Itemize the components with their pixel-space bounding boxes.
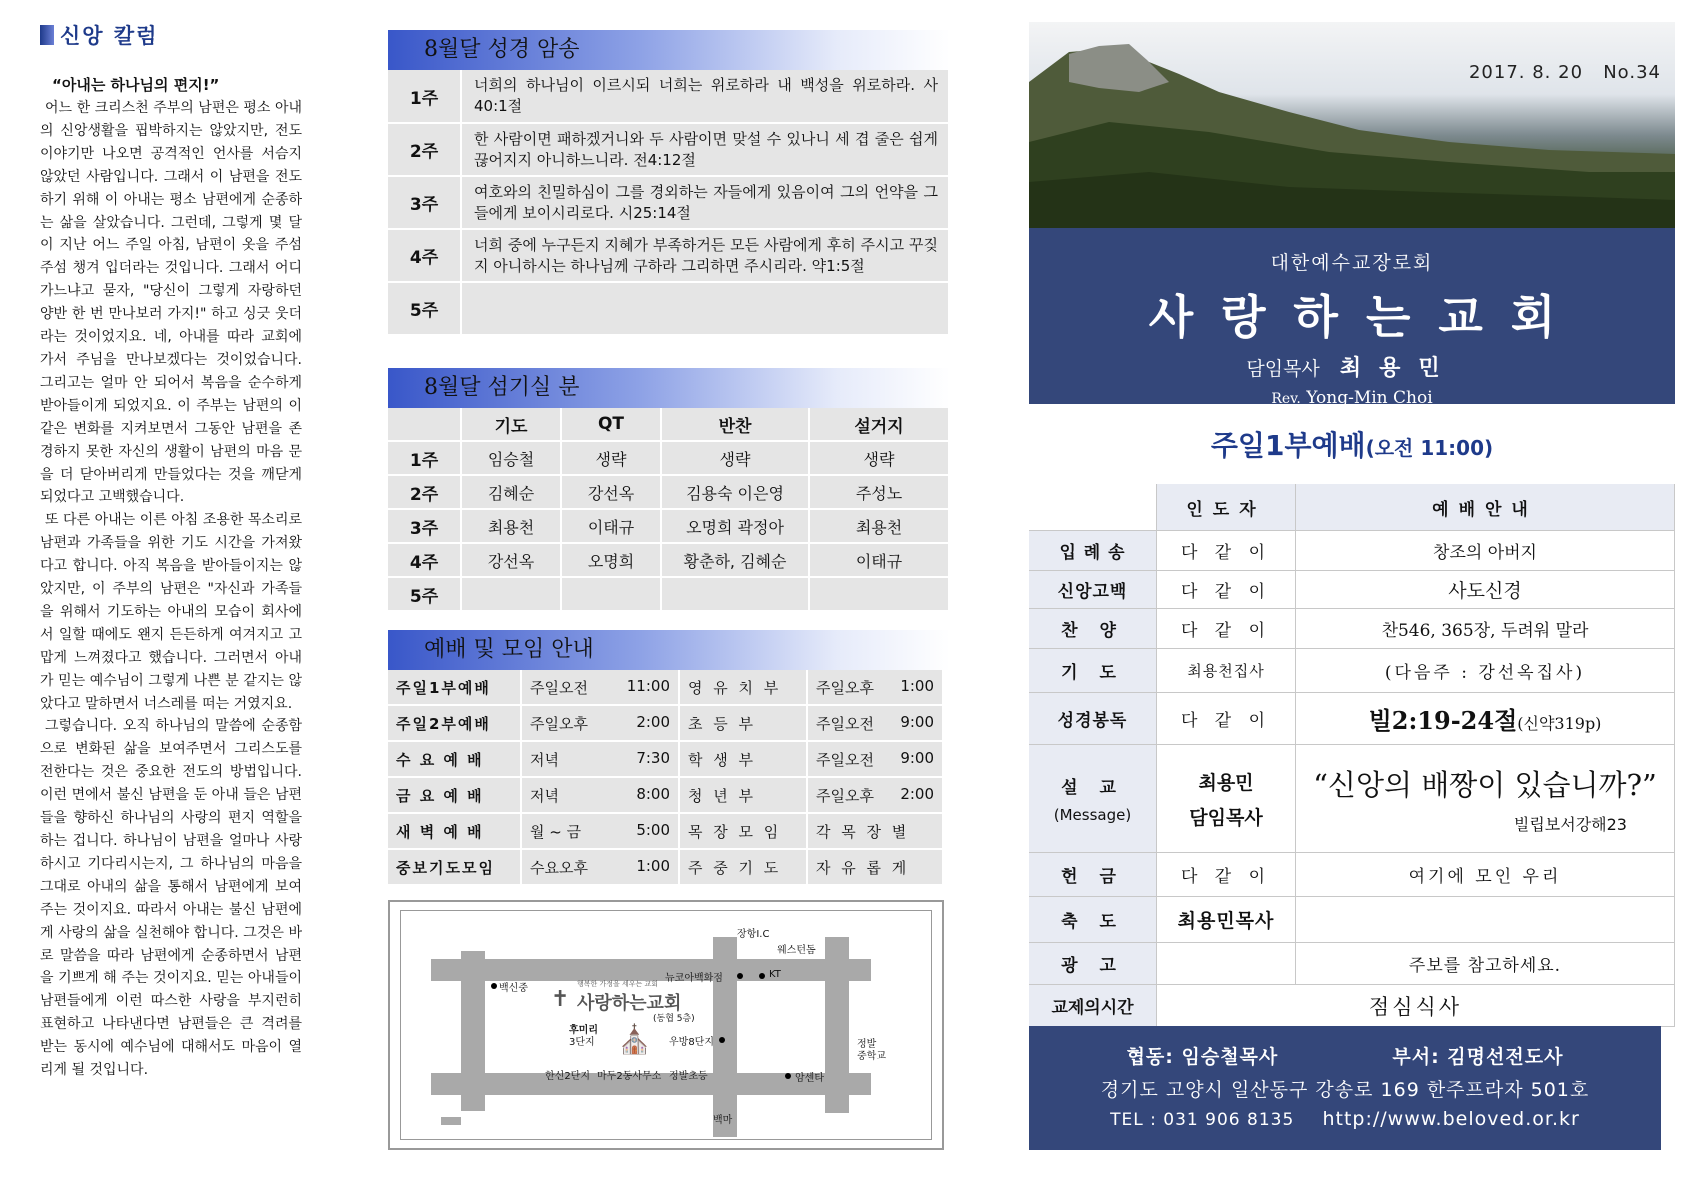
table-row <box>388 441 949 475</box>
table-header-row <box>388 408 949 441</box>
mountain-photo <box>1029 22 1675 228</box>
service-title <box>1029 424 1675 464</box>
dept-when: 각 목 장 별 <box>807 813 943 849</box>
week-cell: 2주 <box>388 123 461 176</box>
table-row <box>388 849 943 885</box>
dept-when: 자 유 롭 게 <box>807 849 943 885</box>
sermon-label-en: (Message) <box>1053 806 1132 824</box>
order-info: 창조의 아버지 <box>1296 531 1675 571</box>
map-marker-icon <box>759 973 765 979</box>
dept-when: 주일오후 <box>816 678 874 697</box>
week-cell: 3주 <box>388 509 461 543</box>
service-when: 주일오후 <box>530 714 588 733</box>
service-name: 수 요 예 배 <box>388 741 521 777</box>
bulletin-date: 2017. 8. 20 <box>1468 62 1584 83</box>
scripture-page: (신약319p) <box>1517 714 1602 733</box>
dept-time: 1:00 <box>900 676 934 695</box>
order-leader: 다 같 이 <box>1157 609 1296 649</box>
service-name: 주일1부예배 <box>388 670 521 705</box>
memory-section-header: 8월달 성경 암송 <box>388 30 950 70</box>
dept-name: 주 중 기 도 <box>679 849 807 885</box>
department-minister: 부서: 김명선전도사 <box>1392 1046 1564 1068</box>
preacher-name: 최용민 <box>1198 771 1254 794</box>
order-info: 주보를 참고하세요. <box>1296 943 1675 985</box>
order-info <box>1296 693 1675 745</box>
side-dish-cell: 오명희 곽정아 <box>661 509 809 543</box>
order-info: 찬546, 365장, 두려워 말라 <box>1296 609 1675 649</box>
column-title <box>40 20 302 50</box>
order-label: 성경봉독 <box>1029 693 1157 745</box>
week-cell: 5주 <box>388 282 461 335</box>
week-cell: 2주 <box>388 475 461 509</box>
order-label: 헌 금 <box>1029 853 1157 897</box>
map-label: 뉴코아백화점 <box>665 973 723 984</box>
order-leader <box>1157 943 1296 985</box>
map-label: 행복한 가정을 세우는 교회 <box>577 980 659 988</box>
worship-info-table <box>388 670 944 886</box>
service-time: 5:00 <box>636 820 670 839</box>
map-road <box>825 937 849 1113</box>
prayer-cell <box>461 577 561 611</box>
qt-cell <box>561 577 661 611</box>
order-label: 축 도 <box>1029 897 1157 943</box>
issue-number: No.34 <box>1603 62 1661 83</box>
dept-name: 청 년 부 <box>679 777 807 813</box>
table-row <box>1029 571 1675 609</box>
duty-table <box>388 408 950 612</box>
memory-table <box>388 70 950 336</box>
table-row <box>388 577 949 611</box>
map-road <box>461 951 485 1111</box>
service-time: 11:00 <box>626 676 670 695</box>
table-row <box>388 70 949 123</box>
table-row <box>388 229 949 282</box>
service-when: 저녁 <box>530 750 559 769</box>
table-row <box>388 741 943 777</box>
dept-when: 주일오전 <box>816 750 874 769</box>
table-header-row <box>1029 484 1675 531</box>
map-label: KT <box>769 969 781 980</box>
header-cell: 기도 <box>461 408 561 441</box>
dept-time: 9:00 <box>900 712 934 731</box>
service-when: 월 ~ 금 <box>530 822 582 841</box>
map-road <box>431 959 871 981</box>
side-dish-cell: 김용숙 이은영 <box>661 475 809 509</box>
footer-band <box>1029 1026 1661 1150</box>
staff-line <box>1029 1042 1661 1069</box>
verse-cell <box>461 282 949 335</box>
sermon-series: 빌립보서강해23 <box>1513 814 1627 834</box>
column-headline: “아내는 하나님의 편지!” <box>52 76 220 94</box>
table-row <box>388 123 949 176</box>
qt-cell: 이태규 <box>561 509 661 543</box>
title-marker <box>40 25 54 45</box>
verse-cell: 한 사람이면 패하겠거니와 두 사람이면 맞설 수 있나니 세 겹 줄은 쉽게 끊어지지 아니하느니라. 전4:12절 <box>461 123 949 176</box>
dishwashing-cell: 생략 <box>809 441 949 475</box>
week-cell: 3주 <box>388 176 461 229</box>
order-label: 기 도 <box>1029 649 1157 693</box>
dept-name: 목 장 모 임 <box>679 813 807 849</box>
scripture-ref: 빌2:19-24절 <box>1368 706 1518 735</box>
table-row <box>1029 693 1675 745</box>
map-label: 한신2단지 <box>545 1071 591 1082</box>
title-band <box>1029 228 1675 408</box>
sermon-title: “신앙의 배짱이 있습니까?” <box>1313 767 1657 802</box>
order-info: (다음주 : 강선옥집사) <box>1296 649 1675 693</box>
sermon-label-cell <box>1029 745 1157 853</box>
dept-name: 초 등 부 <box>679 705 807 741</box>
side-dish-cell: 생략 <box>661 441 809 475</box>
denomination: 대한예수교장로회 <box>1270 252 1434 274</box>
map-frame <box>400 910 932 1140</box>
service-when: 주일오전 <box>530 678 588 697</box>
column-paragraph-1: 어느 한 크리스천 주부의 남편은 평소 아내의 신앙생활을 핍박하지는 않았지만, 전도 이야기만 나오면 공격적인 언사를 서슴지 않았던 사람입니다. 그래서 이 남편을 전도하기 위해 이 아내는 평소 남편에게 순종하는 삶을 살았습니다. 그런데, 그렇게 몇 달이 지난 어느 주일 아침, 남편이 옷을 주섬주섬 챙겨 입더라는 것입니다. 그래서 어디 가느냐고 묻자, "당신이 그렇게 자랑하던 양반 한 번 만나보러 가지!" 하고 싱긋 웃더라는 것이었지요. 네, 아내를 따라 교회에 가서 주님을 만나보겠다는 것이었습니다. 그리고는 얼마 안 되어서 복음을 순수하게 받아들이게 되었지요. 이 주부는 남편의 이 같은 변화를 지켜보면서 그동안 남편을 존경하지 못한 자신의 생활이 남편의 마음 문을 더 닫아버리게 만들었다는 것을 깨닫게 되었다고 고백했습니다. <box>40 100 302 506</box>
order-leader: 다 같 이 <box>1157 571 1296 609</box>
contact-line <box>1029 1108 1661 1130</box>
preacher-title: 담임목사 <box>1189 806 1263 829</box>
table-row <box>388 176 949 229</box>
map-marker-icon <box>719 1037 725 1043</box>
sermon-title-cell <box>1296 745 1675 853</box>
side-dish-cell <box>661 577 809 611</box>
prayer-cell: 최용천 <box>461 509 561 543</box>
order-label: 신앙고백 <box>1029 571 1157 609</box>
service-time: 7:30 <box>636 748 670 767</box>
map-marker-icon <box>785 1073 791 1079</box>
pastor-name: 최용민 <box>1339 356 1458 381</box>
order-leader: 최용민목사 <box>1157 897 1296 943</box>
dishwashing-cell: 주성노 <box>809 475 949 509</box>
worship-info-header: 예배 및 모임 안내 <box>388 630 950 670</box>
table-row <box>1029 531 1675 571</box>
table-row <box>388 282 949 335</box>
header-cell: 반찬 <box>661 408 809 441</box>
map-label: 마두2동사무소 <box>597 1071 662 1082</box>
prayer-cell: 임승철 <box>461 441 561 475</box>
table-row <box>1029 609 1675 649</box>
sermon-preacher-cell <box>1157 745 1296 853</box>
order-label: 광 고 <box>1029 943 1157 985</box>
table-row <box>1029 943 1675 985</box>
map-label: 백마 <box>713 1115 733 1126</box>
pastor-label: 담임목사 <box>1246 358 1320 380</box>
map-label: 백신중 <box>499 983 528 994</box>
order-label: 찬 양 <box>1029 609 1157 649</box>
order-leader: 최용천집사 <box>1157 649 1296 693</box>
empty-cell <box>1029 484 1157 531</box>
table-row <box>1029 649 1675 693</box>
service-time: (오전 11:00) <box>1365 436 1494 460</box>
table-row <box>388 475 949 509</box>
table-row <box>1029 853 1675 897</box>
dept-time: 2:00 <box>900 784 934 803</box>
order-leader: 다 같 이 <box>1157 853 1296 897</box>
week-cell: 4주 <box>388 543 461 577</box>
order-info: 사도신경 <box>1296 571 1675 609</box>
service-name: 중보기도모임 <box>388 849 521 885</box>
map-label: 후미리 <box>569 1025 598 1036</box>
order-info: 여기에 모인 우리 <box>1296 853 1675 897</box>
table-row <box>1029 745 1675 853</box>
rev-prefix: Rev. <box>1271 391 1301 407</box>
duty-section-header: 8월달 섬기실 분 <box>388 368 950 408</box>
prayer-cell: 강선옥 <box>461 543 561 577</box>
table-row <box>1029 897 1675 943</box>
service-name: 주일2부예배 <box>388 705 521 741</box>
order-of-worship-table <box>1029 484 1675 1027</box>
date-line <box>1469 62 1661 83</box>
map-church-label: 사랑하는교회 <box>577 993 682 1014</box>
map-road <box>713 937 737 1137</box>
church-name: 사랑하는교회 <box>1148 290 1584 344</box>
website-link[interactable]: http://www.beloved.or.kr <box>1322 1108 1580 1130</box>
map-label: 정발 <box>857 1039 877 1050</box>
service-when: 저녁 <box>530 786 559 805</box>
map-label: (동협 5층) <box>653 1014 695 1024</box>
service-when: 수요오후 <box>530 858 588 877</box>
week-cell: 1주 <box>388 441 461 475</box>
order-leader: 다 같 이 <box>1157 531 1296 571</box>
order-info <box>1296 897 1675 943</box>
dishwashing-cell: 최용천 <box>809 509 949 543</box>
map-label: 정발초등 <box>669 1071 708 1082</box>
header-cell: 설거지 <box>809 408 949 441</box>
service-name: 새 벽 예 배 <box>388 813 521 849</box>
faith-column <box>40 20 302 1082</box>
order-leader: 다 같 이 <box>1157 693 1296 745</box>
mountain-image <box>1029 22 1675 228</box>
location-map <box>388 900 944 1150</box>
rev-line <box>1029 388 1675 408</box>
table-row <box>388 509 949 543</box>
table-row <box>388 543 949 577</box>
prayer-cell: 김혜순 <box>461 475 561 509</box>
map-label: 장항I.C <box>737 929 770 940</box>
qt-cell: 오명희 <box>561 543 661 577</box>
dept-name: 영 유 치 부 <box>679 670 807 705</box>
assistant-pastor: 협동: 임승철목사 <box>1126 1046 1279 1068</box>
service-title-text: 주일1부예배 <box>1210 429 1366 462</box>
header-cell <box>388 408 461 441</box>
qt-cell: 생략 <box>561 441 661 475</box>
header-cell: 인도자 <box>1157 484 1296 531</box>
week-cell: 1주 <box>388 70 461 123</box>
map-label: 중학교 <box>857 1051 886 1062</box>
service-name: 금 요 예 배 <box>388 777 521 813</box>
map-label: 우방8단지 <box>669 1037 715 1048</box>
week-cell: 4주 <box>388 229 461 282</box>
table-row <box>388 777 943 813</box>
map-label: 3단지 <box>569 1037 595 1048</box>
pastor-line <box>1029 351 1675 382</box>
church-address: 경기도 고양시 일산동구 강송로 169 한주프라자 501호 <box>1100 1079 1590 1101</box>
service-time: 2:00 <box>636 712 670 731</box>
side-dish-cell: 황춘하, 김혜순 <box>661 543 809 577</box>
verse-cell: 여호와의 친밀하심이 그를 경외하는 자들에게 있음이여 그의 언약을 그들에게 보이시리로다. 시25:14절 <box>461 176 949 229</box>
map-marker-icon <box>737 973 743 979</box>
column-paragraph-2: 또 다른 아내는 이른 아침 조용한 목소리로 남편과 가족들을 위한 기도 시간을 가져왔다고 합니다. 아직 복음을 받아들이지는 않았지만, 이 주부의 남편은 "자신과 가족들을 위해서 기도하는 아내의 모습이 회사에서 일할 때에도 왠지 든든하게 여겨지고 고맙게 느껴졌다고 했습니다. 그러면서 아내가 믿는 예수님이 그렇게 나쁜 분 같지는 않았다고 말하면서 너스레를 떠는 거였지요. <box>40 512 302 712</box>
dishwashing-cell: 이태규 <box>809 543 949 577</box>
map-marker-icon <box>491 983 497 989</box>
map-label: 웨스턴돔 <box>777 945 816 956</box>
telephone: TEL : 031 906 8135 <box>1110 1110 1295 1130</box>
verse-cell: 너희의 하나님이 이르시되 너희는 위로하라 내 백성을 위로하라. 사40:1절 <box>461 70 949 123</box>
sermon-label: 설 교 <box>1061 778 1124 798</box>
church-building-icon: ⛪ <box>617 1023 652 1056</box>
rev-name: Yong-Min Choi <box>1306 388 1433 408</box>
map-label: 암센타 <box>795 1073 824 1084</box>
dept-when: 주일오전 <box>816 714 874 733</box>
qt-cell: 강선옥 <box>561 475 661 509</box>
service-time: 8:00 <box>636 784 670 803</box>
table-row <box>388 705 943 741</box>
order-info: 점심식사 <box>1157 985 1675 1027</box>
column-paragraph-3: 그렇습니다. 오직 하나님의 말씀에 순종함으로 변화된 삶을 보여주면서 그리스도를 전한다는 것은 중요한 전도의 방법입니다. 이런 면에서 불신 남편을 둔 아내 들은 남편들을 향하신 하나님의 사랑의 편지 역할을 하는 겁니다. 하나님이 남편을 얼마나 사랑하시고 기다리시는지, 그 하나님의 마음을 그대로 아내의 삶을 통해서 남편에게 보여주는 것이지요. 따라서 아내는 불신 남편에게 사랑의 삶을 실천해야 합니다. 그것은 바로 말씀을 따라 남편에게 순종하면서 남편을 기쁘게 해 주는 것이지요. 믿는 아내들이 남편들에게 이런 따스한 사랑을 부지런히 표현하고 나타낸다면 남편들은 큰 격려를 받는 동시에 예수님에 대해서도 마음이 열리게 될 것입니다. <box>40 718 302 1079</box>
church-logo-icon: ✝ <box>551 987 570 1012</box>
dept-when: 주일오후 <box>816 786 874 805</box>
dept-name: 학 생 부 <box>679 741 807 777</box>
week-cell: 5주 <box>388 577 461 611</box>
map-road <box>441 1117 461 1125</box>
header-cell: 예배안내 <box>1296 484 1675 531</box>
table-row <box>1029 985 1675 1027</box>
dishwashing-cell <box>809 577 949 611</box>
table-row <box>388 813 943 849</box>
order-label: 입 례 송 <box>1029 531 1157 571</box>
order-label: 교제의시간 <box>1029 985 1157 1027</box>
dept-time: 9:00 <box>900 748 934 767</box>
column-title-text: 신앙 칼럼 <box>60 24 159 48</box>
header-cell: QT <box>561 408 661 441</box>
service-time: 1:00 <box>636 856 670 875</box>
table-row <box>388 670 943 705</box>
verse-cell: 너희 중에 누구든지 지혜가 부족하거든 모든 사람에게 후히 주시고 꾸짖지 아니하시는 하나님께 구하라 그리하면 주시리라. 약1:5절 <box>461 229 949 282</box>
